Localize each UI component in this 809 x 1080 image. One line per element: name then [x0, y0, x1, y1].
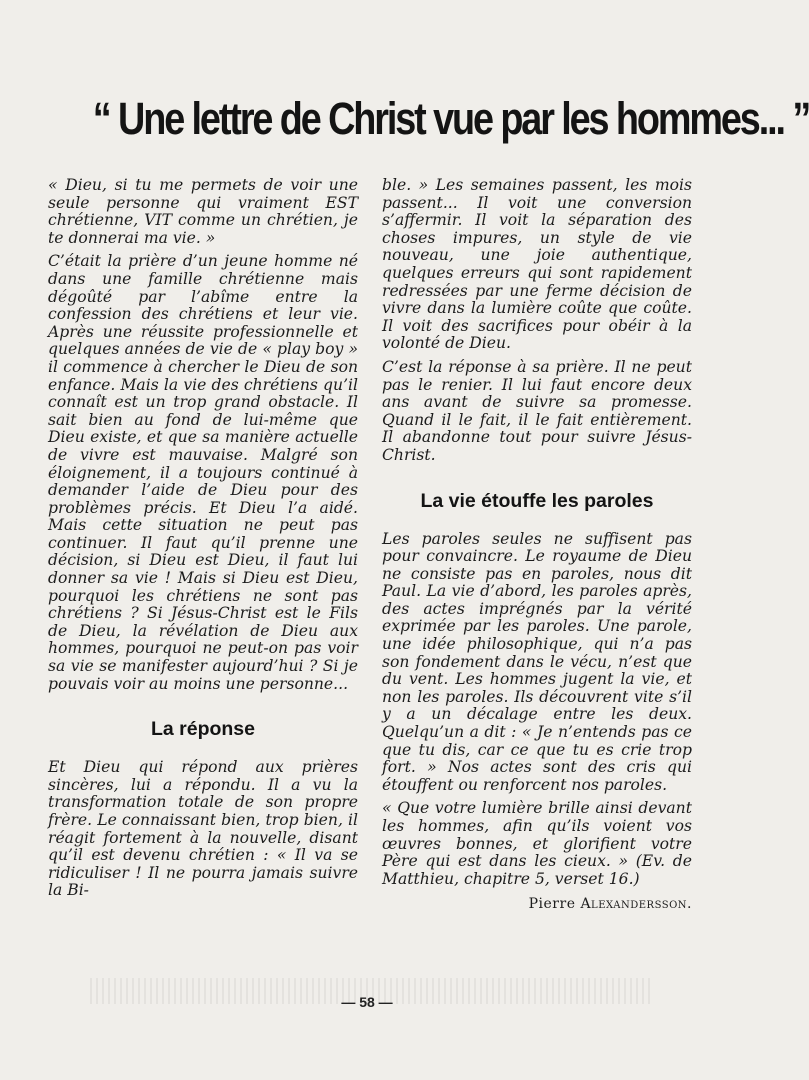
- left-column: [48, 177, 358, 906]
- body-paragraph: ble. » Les semaines passent, les mois passent... Il voit une conversion s’affermir. Il voit la séparation des choses impures, un style de vie nouveau, une joie authentique, quelques erreurs qui sont rapidement redressées par une ferme décision de vivre dans la lumière coûte que coûte. Il voit des sacrifices pour obéir à la volonté de Dieu.: [382, 176, 692, 353]
- right-column: [382, 177, 692, 914]
- author-first-name: Pierre: [528, 896, 576, 913]
- section-heading-reponse: La réponse: [150, 718, 256, 741]
- body-paragraph: Et Dieu qui répond aux prières sincères, lui a répondu. Il a vu la transformation totale de son propre frère. Le connaissant bien, trop bien, il réagit fortement à la nouvelle, disant qu’il est devenu chrétien : « Il va se ridiculiser ! Il ne pourra jamais suivre la Bi-: [48, 758, 358, 900]
- body-paragraph: C’est la réponse à sa prière. Il ne peut pas le renier. Il lui faut encore deux ans avant de suivre sa promesse. Quand il le fait, il le fait entièrement. Il abandonne tout pour suivre Jésus-Christ.: [382, 357, 692, 464]
- article-title: “ Une lettre de Christ vue par les hommes... ”: [92, 93, 809, 144]
- page-number: — 58 —: [341, 994, 393, 1010]
- body-paragraph: Les paroles seules ne suffisent pas pour convaincre. Le royaume de Dieu ne consiste pas en paroles, nous dit Paul. La vie d’abord, les paroles après, des actes imprégnés par la vérité exprimée par les paroles. Une parole, une idée philosophique, qui n’a pas son fondement dans le vécu, n’est que du vent. Les hommes jugent la vie, et non les paroles. Ils découvrent vite s’il y a un décalage entre les deux. Quelqu’un a dit : « Je n’entends pas ce que tu dis, car ce que tu es crie trop fort. » Nos actes sont des cris qui étouffent ou renforcent nos paroles.: [382, 529, 692, 794]
- author-last-name: Alexandersson.: [580, 896, 692, 913]
- opening-prayer: « Dieu, si tu me permets de voir une seule personne qui vraiment EST chrétienne, VIT comme un chrétien, je te donnerai ma vie. »: [48, 176, 358, 247]
- body-paragraph: C’était la prière d’un jeune homme né dans une famille chrétienne mais dégoûté par l’abîme entre la confession des chrétiens et leur vie. Après une réussite professionnelle et quelques années de vie de « play boy » il commence à chercher le Dieu de son enfance. Mais la vie des chrétiens qu’il connaît est un trop grand obstacle. Il sait bien au fond de lui-même que Dieu existe, et que sa manière actuelle de vivre est mauvaise. Malgré son éloignement, il a toujours continué à demander l’aide de Dieu pour des problèmes précis. Et Dieu l’a aidé. Mais cette situation ne peut pas continuer. Il faut qu’il prenne une décision, si Dieu est Dieu, il faut lui donner sa vie ! Mais si Dieu est Dieu, pourquoi les chrétiens ne sont pas chrétiens ? Si Jésus-Christ est le Fils de Dieu, la révélation de Dieu aux hommes, pourquoi ne peut-on pas voir sa vie se manifester aujourd’hui ? Si je pouvais voir au moins une personne...: [48, 252, 358, 693]
- author-signature: [382, 896, 692, 914]
- bible-quote: « Que votre lumière brille ainsi devant les hommes, afin qu’ils voient vos œuvres bonnes, et glorifient votre Père qui est dans les cieux. » (Ev. de Matthieu, chapitre 5, verset 16.): [382, 799, 692, 888]
- section-heading-vie: La vie étouffe les paroles: [420, 489, 654, 512]
